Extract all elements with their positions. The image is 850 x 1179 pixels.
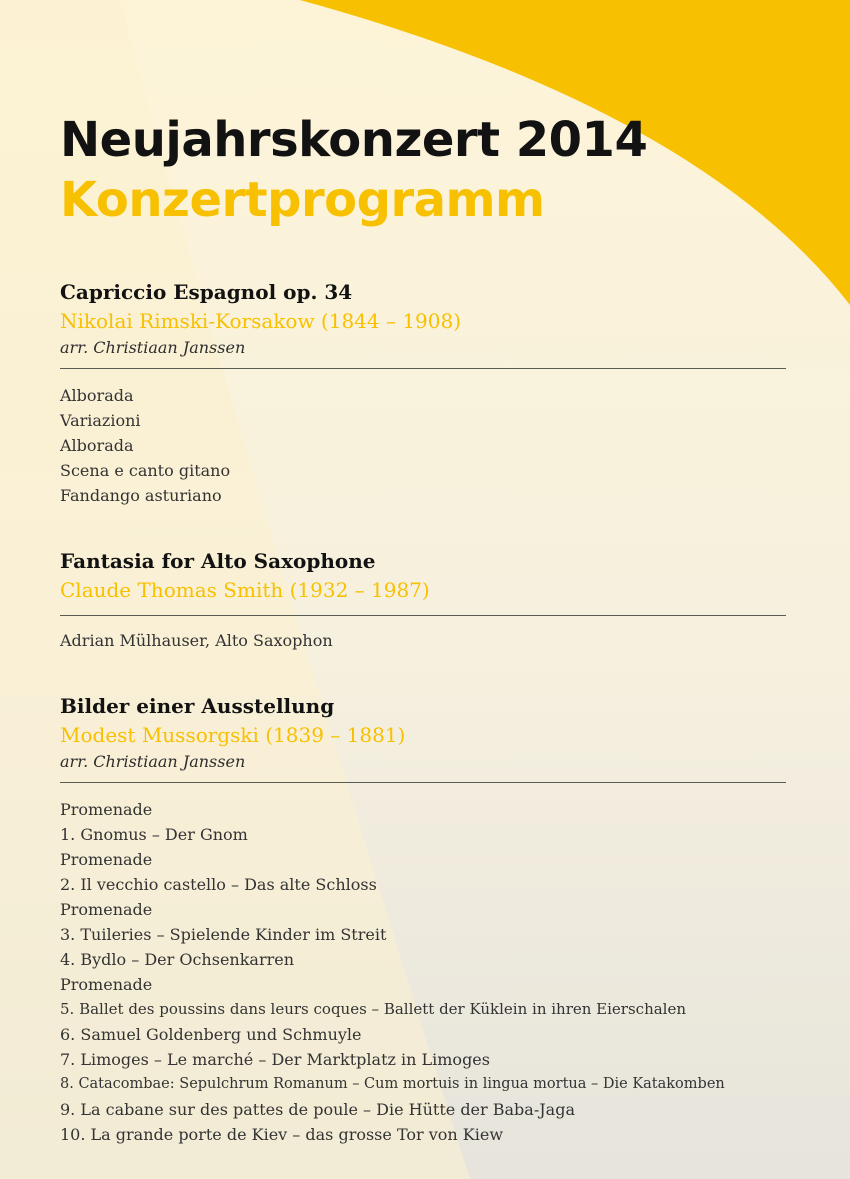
piece-title: Capriccio Espagnol op. 34 xyxy=(60,280,353,304)
movement-list xyxy=(60,797,786,1147)
piece-arranger: arr. Christiaan Janssen xyxy=(60,752,246,771)
movement-item: 1. Gnomus – Der Gnom xyxy=(60,825,248,844)
piece-fantasia xyxy=(60,547,786,653)
movement-item: Promenade xyxy=(60,850,153,869)
movement-list xyxy=(60,383,786,508)
divider xyxy=(60,615,786,616)
movement-item: 4. Bydlo – Der Ochsenkarren xyxy=(60,950,295,969)
movement-item: 8. Catacombae: Sepulchrum Romanum – Cum mortuis in lingua mortua – Die Katakomben xyxy=(60,1076,725,1092)
movement-item: 2. Il vecchio castello – Das alte Schloss xyxy=(60,875,377,894)
piece-title: Bilder einer Ausstellung xyxy=(60,694,335,718)
performer-item: Adrian Mülhauser, Alto Saxophon xyxy=(60,631,333,650)
movement-item: 6. Samuel Goldenberg und Schmuyle xyxy=(60,1025,362,1044)
movement-item: 5. Ballet des poussins dans leurs coques – Ballett der Küklein in ihren Eierschalen xyxy=(60,1000,687,1018)
divider xyxy=(60,368,786,369)
movement-item: 7. Limoges – Le marché – Der Marktplatz in Limoges xyxy=(60,1050,490,1069)
movement-item: Fandango asturiano xyxy=(60,486,222,505)
movement-item: Alborada xyxy=(60,436,134,455)
page-subtitle: Konzertprogramm xyxy=(60,172,545,228)
page-title: Neujahrskonzert 2014 xyxy=(60,112,648,168)
piece-capriccio xyxy=(60,278,786,508)
movement-item: Promenade xyxy=(60,900,153,919)
movement-item: Alborada xyxy=(60,386,134,405)
divider xyxy=(60,782,786,783)
movement-item: Promenade xyxy=(60,975,153,994)
performer-list xyxy=(60,628,786,653)
piece-title: Fantasia for Alto Saxophone xyxy=(60,549,376,573)
movement-item: Variazioni xyxy=(60,411,141,430)
piece-bilder xyxy=(60,692,786,1147)
movement-item: 10. La grande porte de Kiev – das grosse Tor von Kiew xyxy=(60,1125,504,1144)
piece-composer: Nikolai Rimski-Korsakow (1844 – 1908) xyxy=(60,309,462,333)
movement-item: Scena e canto gitano xyxy=(60,461,231,480)
movement-item: Promenade xyxy=(60,800,153,819)
piece-arranger: arr. Christiaan Janssen xyxy=(60,338,246,357)
movement-item: 3. Tuileries – Spielende Kinder im Streit xyxy=(60,925,387,944)
movement-item: 9. La cabane sur des pattes de poule – Die Hütte der Baba-Jaga xyxy=(60,1100,575,1119)
piece-composer: Claude Thomas Smith (1932 – 1987) xyxy=(60,578,430,602)
piece-composer: Modest Mussorgski (1839 – 1881) xyxy=(60,723,406,747)
